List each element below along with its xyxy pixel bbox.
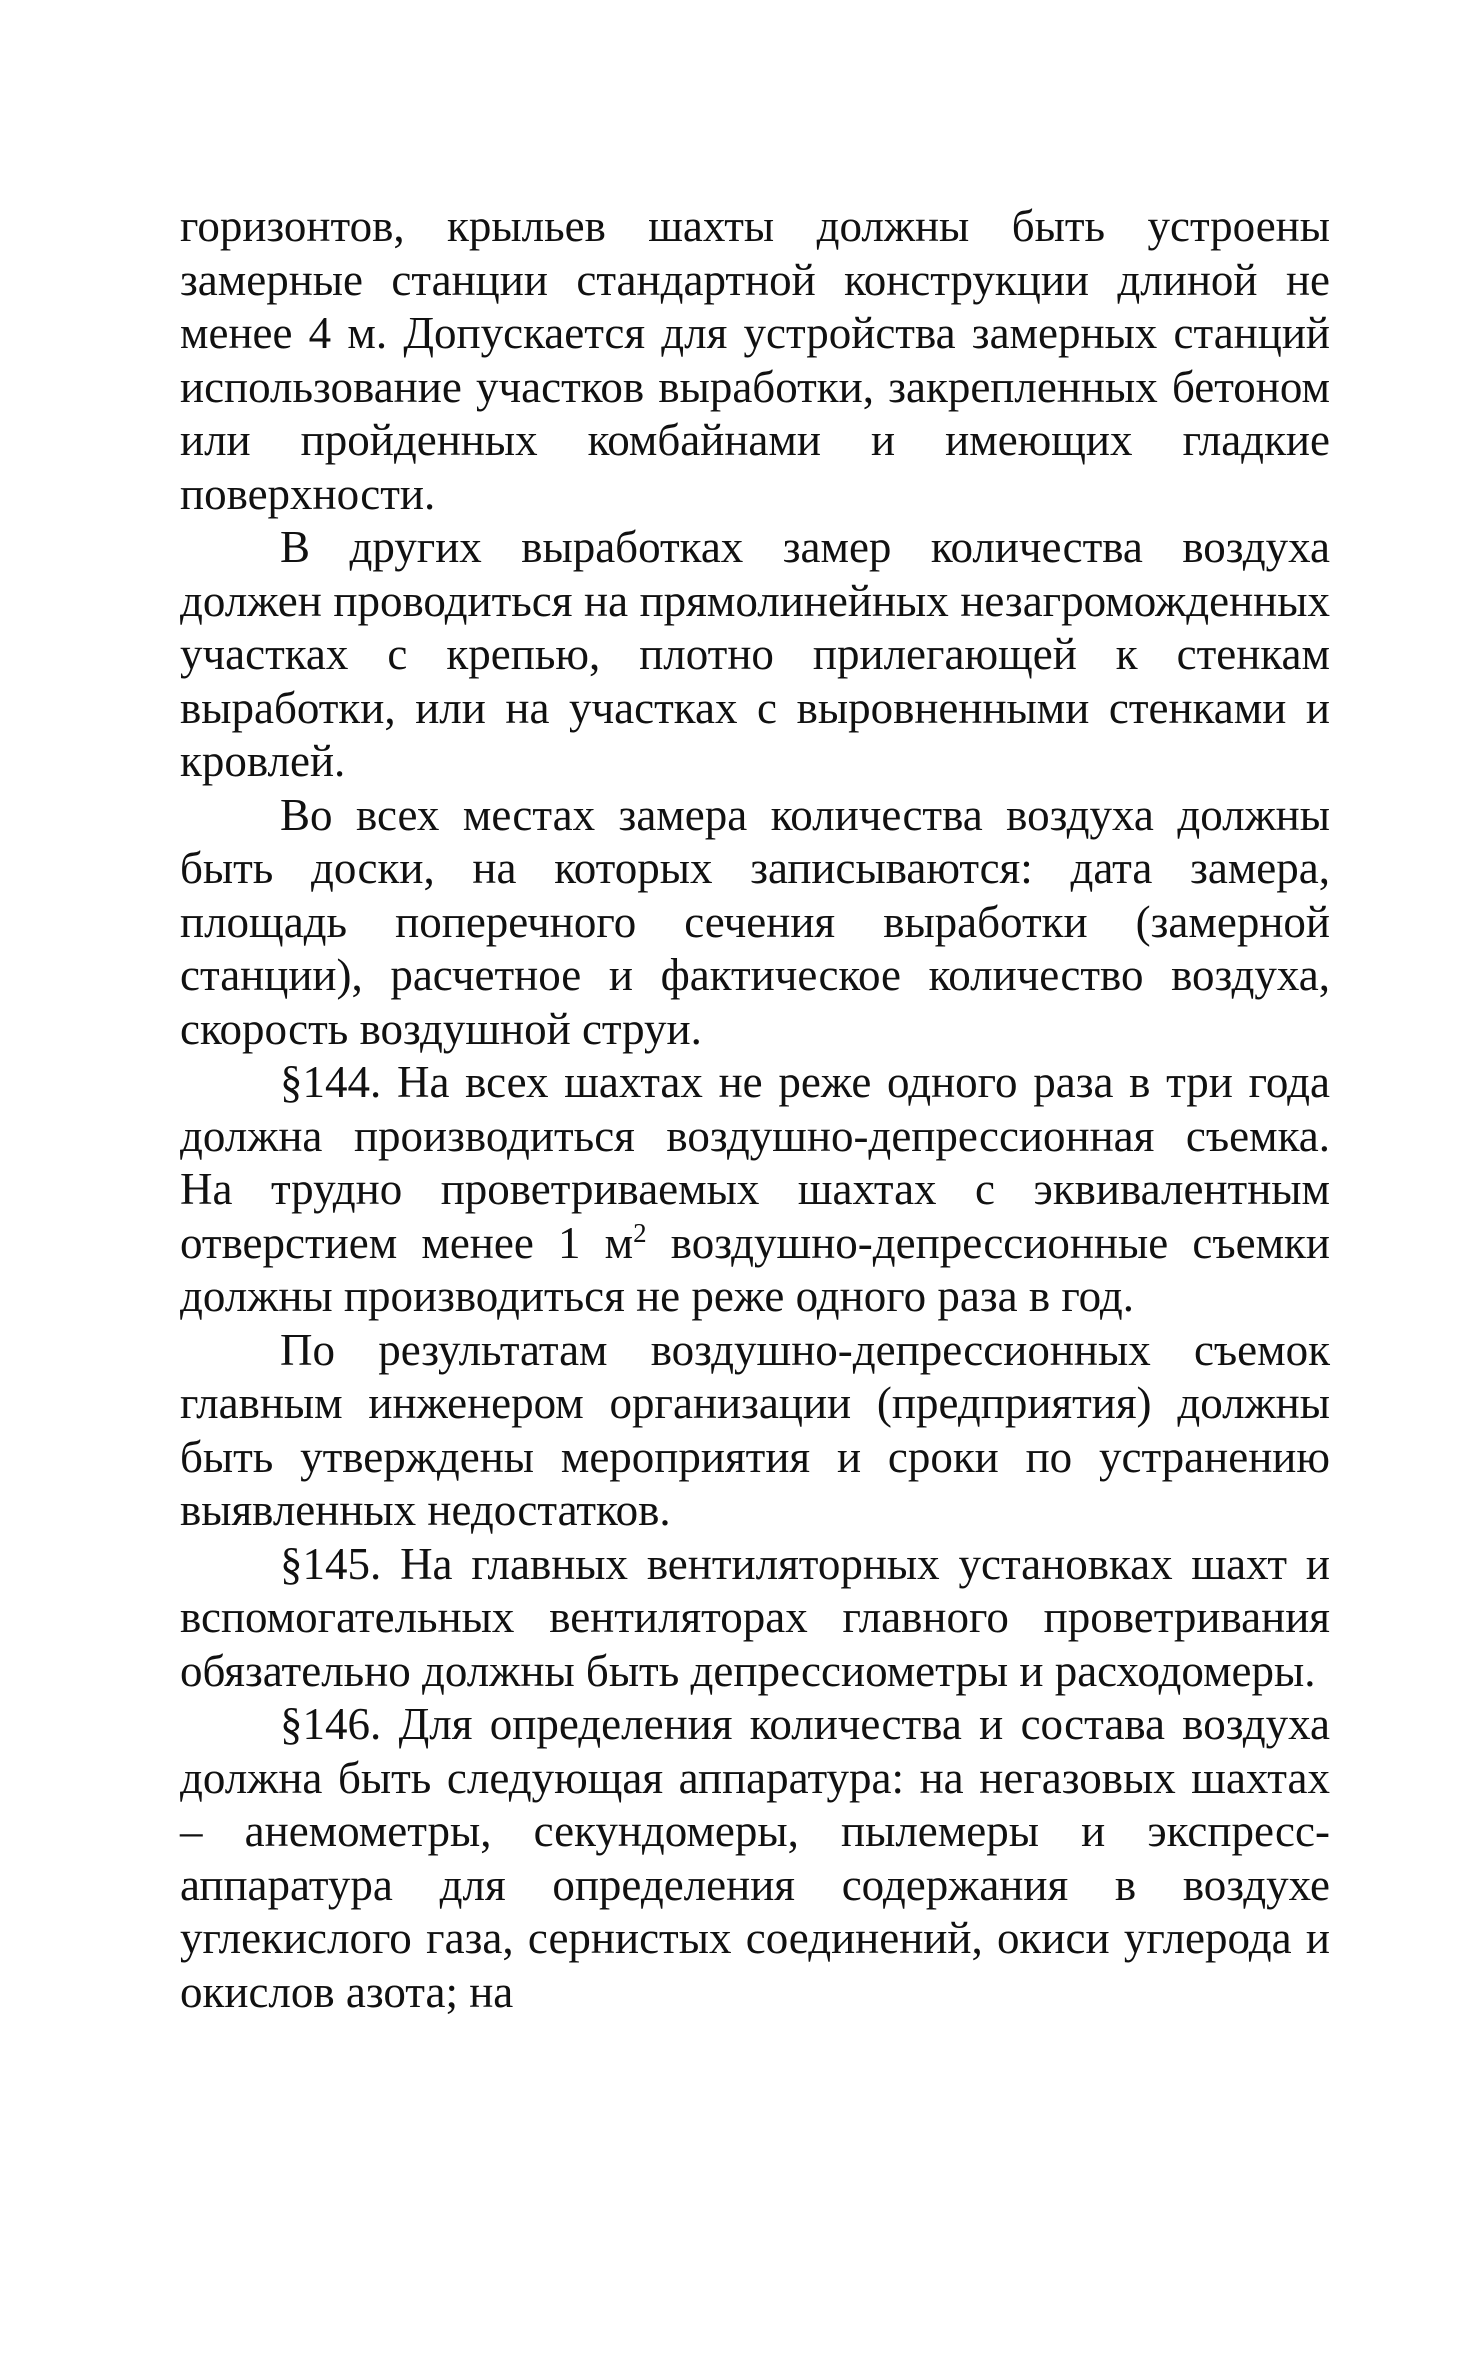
paragraph-section-144 [180, 1056, 1330, 1324]
document-page [180, 200, 1330, 2019]
paragraph-section-145: §145. На главных вентиляторных установках шахт и вспомогательных вентиляторах главного проветривания обязательно должны быть депрессиометры и расходомеры. [180, 1538, 1330, 1696]
section-144-text-before: §144. На всех шахтах не реже одного раза в три года должна производиться воздушно-депрессионная съемка. На трудно проветриваемых шахтах с эквивалентным отверстием менее 1 м [180, 1057, 1330, 1268]
section-144-text-after: воздушно-депрессионные съемки должны производиться не реже одного раза в год. [180, 1217, 1331, 1321]
paragraph-drugie-vyrabotki: В других выработках замер количества воздуха должен проводиться на прямолинейных незагроможденных участках с крепью, плотно прилегающей к стенкам выработки, или на участках с выровненными стенками и кровлей. [180, 522, 1330, 786]
paragraph-section-146: §146. Для определения количества и состава воздуха должна быть следующая аппаратура: на негазовых шахтах – анемометры, секундомеры, пылемеры и экспресс-аппаратура для определения содержания в воздухе углекислого газа, сернистых соединений, окиси углерода и окислов азота; на [180, 1699, 1330, 2017]
paragraph-rezultaty-semok: По результатам воздушно-депрессионных съемок главным инженером организации (предприятия) должны быть утверждены мероприятия и сроки по устранению выявленных недостатков. [180, 1324, 1330, 1535]
section-144-superscript: 2 [633, 1217, 647, 1248]
paragraph-zamernye-stantsii: горизонтов, крыльев шахты должны быть устроены замерные станции стандартной конструкции длиной не менее 4 м. Допускается для устройства замерных станций использование участков выработки, закрепленных бетоном или пройденных комбайнами и имеющих гладкие поверхности. [180, 201, 1330, 519]
paragraph-doski-zamera: Во всех местах замера количества воздуха должны быть доски, на которых записываются: дата замера, площадь поперечного сечения выработки (замерной станции), расчетное и фактическое количество воздуха, скорость воздушной струи. [180, 789, 1330, 1054]
